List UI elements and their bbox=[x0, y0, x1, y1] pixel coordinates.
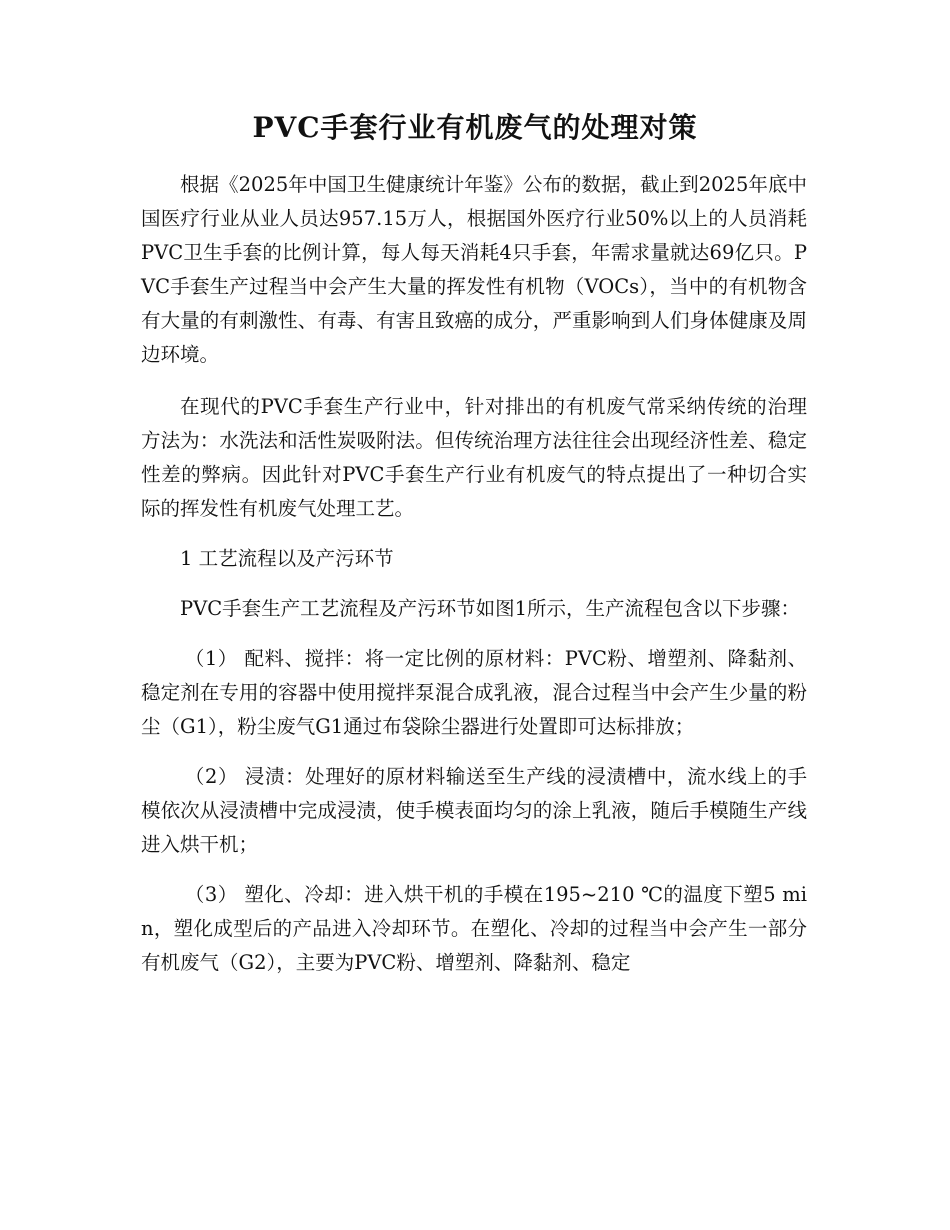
paragraph-step-1: （1） 配料、搅拌：将一定比例的原材料：PVC粉、增塑剂、降黏剂、稳定剂在专用的容器中使用搅拌泵混合成乳液，混合过程当中会产生少量的粉尘（G1），粉尘废气G1通过布袋除尘器进行处置即可达标排放； bbox=[141, 647, 807, 738]
paragraph-step-2: （2） 浸渍：处理好的原材料输送至生产线的浸渍槽中，流水线上的手模依次从浸渍槽中完成浸渍，使手模表面均匀的涂上乳液，随后手模随生产线进入烘干机； bbox=[141, 765, 807, 856]
paragraph-process-overview: PVC手套生产工艺流程及产污环节如图1所示，生产流程包含以下步骤： bbox=[180, 597, 801, 620]
paragraph-intro: 根据《2025年中国卫生健康统计年鉴》公布的数据，截止到2025年底中国医疗行业从业人员达957.15万人，根据国外医疗行业50%以上的人员消耗PVC卫生手套的比例计算，每人每天消耗4只手套，年需求量就达69亿只。PVC手套生产过程当中会产生大量的挥发性有机物（VOCs），当中的有机物含有大量的有刺激性、有毒、有害且致癌的成分，严重影响到人们身体健康及周边环境。 bbox=[141, 173, 807, 366]
paragraph-methods: 在现代的PVC手套生产行业中，针对排出的有机废气常采纳传统的治理方法为：水洗法和活性炭吸附法。但传统治理方法往往会出现经济性差、稳定性差的弊病。因此针对PVC手套生产行业有机废气的特点提出了一种切合实际的挥发性有机废气处理工艺。 bbox=[141, 395, 807, 520]
document-title: PVC手套行业有机废气的处理对策 bbox=[252, 111, 698, 144]
document-body bbox=[141, 168, 807, 980]
paragraph-step-3: （3） 塑化、冷却：进入烘干机的手模在195~210 ℃的温度下塑5 min，塑化成型后的产品进入冷却环节。在塑化、冷却的过程当中会产生一部分有机废气（G2），主要为PVC粉、增塑剂、降黏剂、稳定 bbox=[141, 883, 807, 974]
section-heading: 1 工艺流程以及产污环节 bbox=[180, 547, 394, 570]
